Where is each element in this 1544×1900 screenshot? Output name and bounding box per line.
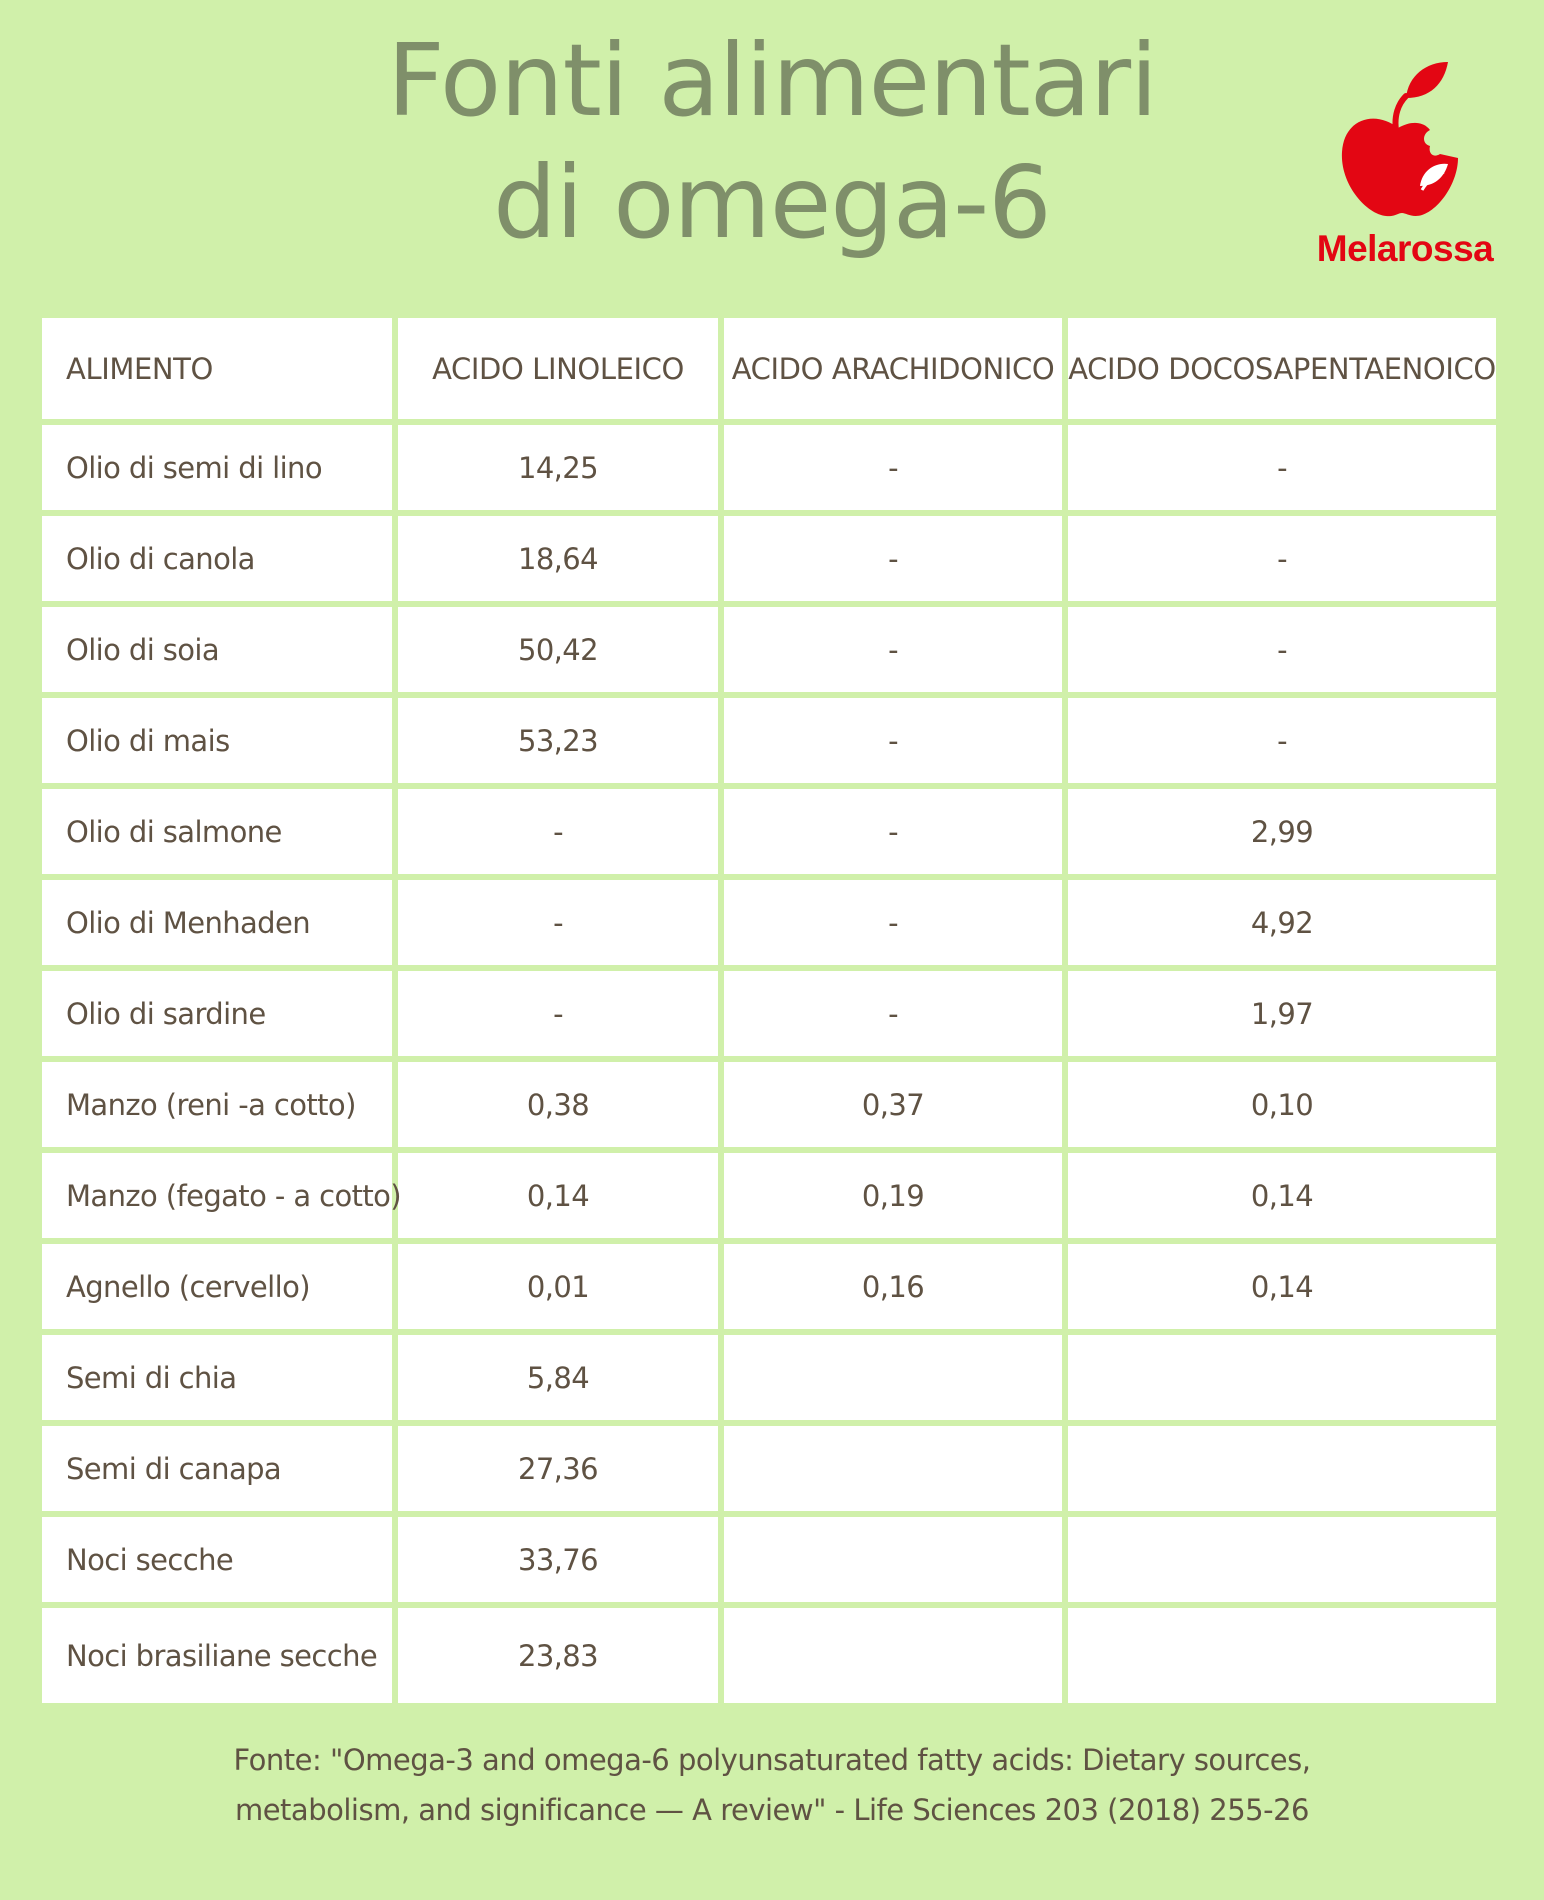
cell-linoleico: 18,64 <box>398 516 724 607</box>
table-row <box>42 880 1496 971</box>
table-header-row <box>42 318 1496 425</box>
cell-linoleico: 0,01 <box>398 1244 724 1335</box>
cell-arachidonico: - <box>724 789 1068 880</box>
cell-arachidonico <box>724 1335 1068 1426</box>
table-row <box>42 1062 1496 1153</box>
cell-docosapentaenoico: 2,99 <box>1068 789 1496 880</box>
cell-arachidonico <box>724 1517 1068 1608</box>
cell-docosapentaenoico: - <box>1068 607 1496 698</box>
table-row <box>42 698 1496 789</box>
header-acido-arachidonico: ACIDO ARACHIDONICO <box>724 318 1068 425</box>
cell-arachidonico: - <box>724 425 1068 516</box>
cell-docosapentaenoico: 0,10 <box>1068 1062 1496 1153</box>
table-row <box>42 789 1496 880</box>
cell-linoleico: 14,25 <box>398 425 724 516</box>
cell-linoleico: 33,76 <box>398 1517 724 1608</box>
apple-icon <box>1336 58 1466 218</box>
cell-arachidonico: - <box>724 516 1068 607</box>
cell-arachidonico: - <box>724 607 1068 698</box>
cell-arachidonico: - <box>724 698 1068 789</box>
cell-arachidonico: 0,16 <box>724 1244 1068 1335</box>
cell-arachidonico: 0,19 <box>724 1153 1068 1244</box>
cell-linoleico: 27,36 <box>398 1426 724 1517</box>
table-row <box>42 971 1496 1062</box>
title-line-1: Fonti alimentari <box>387 22 1157 139</box>
cell-food: Olio di canola <box>42 516 398 607</box>
title-line-2: di omega-6 <box>493 144 1051 261</box>
cell-docosapentaenoico <box>1068 1517 1496 1608</box>
table-row <box>42 607 1496 698</box>
omega6-table <box>42 318 1496 1703</box>
cell-food: Olio di soia <box>42 607 398 698</box>
table-row <box>42 1335 1496 1426</box>
cell-arachidonico <box>724 1426 1068 1517</box>
cell-linoleico: 23,83 <box>398 1608 724 1703</box>
cell-docosapentaenoico <box>1068 1335 1496 1426</box>
table-row <box>42 1153 1496 1244</box>
cell-linoleico: 5,84 <box>398 1335 724 1426</box>
cell-docosapentaenoico <box>1068 1426 1496 1517</box>
brand-logo <box>1300 58 1510 278</box>
cell-food: Semi di chia <box>42 1335 398 1426</box>
source-line-1: Fonte: "Omega-3 and omega-6 polyunsaturated fatty acids: Dietary sources, <box>233 1743 1311 1777</box>
cell-food: Semi di canapa <box>42 1426 398 1517</box>
source-line-2: metabolism, and significance — A review" - Life Sciences 203 (2018) 255-26 <box>234 1793 1310 1827</box>
cell-food: Olio di sardine <box>42 971 398 1062</box>
cell-docosapentaenoico: 0,14 <box>1068 1244 1496 1335</box>
cell-linoleico: - <box>398 880 724 971</box>
cell-food: Olio di salmone <box>42 789 398 880</box>
cell-arachidonico: 0,37 <box>724 1062 1068 1153</box>
cell-docosapentaenoico <box>1068 1608 1496 1703</box>
header-acido-linoleico: ACIDO LINOLEICO <box>398 318 724 425</box>
source-citation <box>0 1735 1544 1835</box>
cell-linoleico: 0,38 <box>398 1062 724 1153</box>
cell-food: Manzo (fegato - a cotto) <box>42 1153 398 1244</box>
header-acido-docosapentaenoico: ACIDO DOCOSAPENTAENOICO <box>1068 318 1496 425</box>
cell-food: Olio di mais <box>42 698 398 789</box>
cell-food: Olio di semi di lino <box>42 425 398 516</box>
cell-food: Agnello (cervello) <box>42 1244 398 1335</box>
cell-food: Manzo (reni -a cotto) <box>42 1062 398 1153</box>
table-row <box>42 1426 1496 1517</box>
table-row <box>42 1517 1496 1608</box>
cell-docosapentaenoico: 4,92 <box>1068 880 1496 971</box>
cell-arachidonico: - <box>724 971 1068 1062</box>
cell-food: Noci brasiliane secche <box>42 1608 398 1703</box>
brand-name: Melarossa <box>1316 228 1494 269</box>
table-row <box>42 516 1496 607</box>
cell-docosapentaenoico: - <box>1068 425 1496 516</box>
cell-food: Olio di Menhaden <box>42 880 398 971</box>
cell-arachidonico <box>724 1608 1068 1703</box>
cell-docosapentaenoico: 0,14 <box>1068 1153 1496 1244</box>
header-alimento: ALIMENTO <box>42 318 398 425</box>
omega6-table-container <box>42 318 1496 1711</box>
cell-docosapentaenoico: - <box>1068 516 1496 607</box>
table-row <box>42 1244 1496 1335</box>
table-row <box>42 1608 1496 1703</box>
cell-food: Noci secche <box>42 1517 398 1608</box>
cell-arachidonico: - <box>724 880 1068 971</box>
table-row <box>42 425 1496 516</box>
cell-linoleico: 50,42 <box>398 607 724 698</box>
cell-linoleico: 0,14 <box>398 1153 724 1244</box>
cell-linoleico: - <box>398 971 724 1062</box>
cell-docosapentaenoico: - <box>1068 698 1496 789</box>
cell-docosapentaenoico: 1,97 <box>1068 971 1496 1062</box>
cell-linoleico: 53,23 <box>398 698 724 789</box>
cell-linoleico: - <box>398 789 724 880</box>
